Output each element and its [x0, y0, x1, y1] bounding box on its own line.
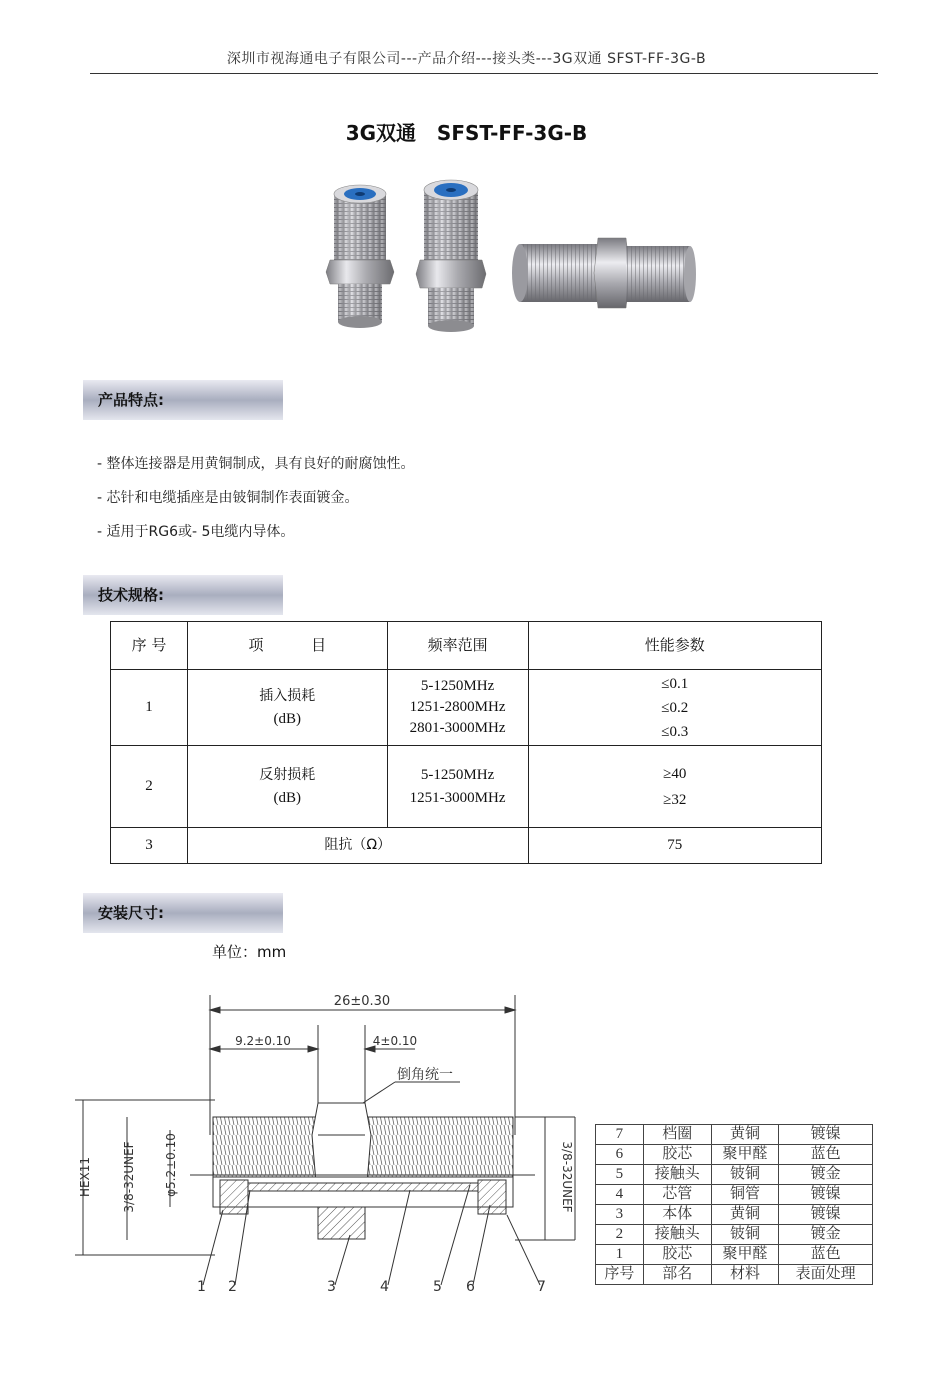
spec-value: ≥40 [663, 765, 687, 782]
spec-freq: 1251-2800MHz [409, 699, 506, 715]
feature-item: - 整体连接器是用黄铜制成，具有良好的耐腐蚀性。 [97, 456, 415, 472]
spec-row-number: 2 [111, 746, 188, 828]
diameter-label: φ5.2±0.10 [164, 1133, 178, 1197]
parts-cell: 铍铜 [711, 1165, 779, 1185]
callout-number: 7 [537, 1279, 546, 1295]
parts-cell: 铜管 [711, 1185, 779, 1205]
parts-table [595, 1124, 873, 1285]
callout-number: 5 [433, 1279, 442, 1295]
parts-cell: 铍铜 [711, 1225, 779, 1245]
callout-number: 3 [327, 1279, 336, 1295]
spec-row-number: 3 [111, 828, 188, 864]
spec-header-cell: 频率范围 [387, 622, 528, 670]
parts-cell: 本体 [643, 1205, 711, 1225]
parts-cell: 部名 [643, 1265, 711, 1285]
product-photo [320, 172, 700, 342]
callout-number: 2 [228, 1279, 237, 1295]
parts-cell: 材料 [711, 1265, 779, 1285]
parts-cell: 接触头 [643, 1225, 711, 1245]
product-title: 3G双通 SFST-FF-3G-B [345, 121, 588, 145]
parts-cell: 6 [596, 1145, 644, 1165]
parts-table-row [596, 1205, 873, 1225]
spec-freq: 2801-3000MHz [409, 720, 506, 736]
header-divider [90, 73, 878, 74]
spec-value-cell [528, 746, 822, 828]
parts-cell: 表面处理 [779, 1265, 873, 1285]
connector-photo-2 [416, 180, 486, 332]
parts-cell: 聚甲醛 [711, 1145, 779, 1165]
spec-value: ≤0.3 [661, 723, 689, 740]
parts-table-header-row [596, 1265, 873, 1285]
parts-table-row [596, 1245, 873, 1265]
parts-cell: 1 [596, 1245, 644, 1265]
feature-item: - 适用于RG6或- 5电缆内导体。 [97, 524, 295, 540]
spec-table-row [111, 828, 822, 864]
spec-item-unit: (dB) [273, 710, 302, 727]
section-title-specs: 技术规格: [98, 586, 164, 604]
callout-number: 6 [466, 1279, 475, 1295]
parts-table-row [596, 1145, 873, 1165]
parts-cell: 黄铜 [711, 1205, 779, 1225]
parts-cell: 黄铜 [711, 1125, 779, 1145]
spec-freq-cell [387, 670, 528, 746]
parts-table-row [596, 1125, 873, 1145]
parts-cell: 档圈 [643, 1125, 711, 1145]
parts-cell: 镀镍 [779, 1125, 873, 1145]
callout-number: 4 [380, 1279, 389, 1295]
feature-item: - 芯针和电缆插座是由铍铜制作表面镀金。 [97, 490, 359, 506]
dim-right-label: 4±0.10 [372, 1034, 418, 1048]
chamfer-note: 倒角统一 [397, 1067, 453, 1083]
spec-header-cell: 序 号 [111, 622, 188, 670]
dim-total-label: 26±0.30 [333, 994, 391, 1009]
section-title-features: 产品特点: [98, 391, 164, 409]
section-header-features [83, 380, 283, 420]
parts-cell: 4 [596, 1185, 644, 1205]
section-header-specs [83, 575, 283, 615]
spec-header-cell: 性能参数 [528, 622, 822, 670]
parts-cell: 7 [596, 1125, 644, 1145]
hex-label: HEX11 [78, 1156, 92, 1198]
spec-table-row [111, 746, 822, 828]
thread-label-right: 3/8-32UNEF [560, 1141, 574, 1213]
spec-freq: 1251-3000MHz [409, 789, 506, 806]
spec-value: ≤0.1 [661, 675, 689, 692]
parts-cell: 镀镍 [779, 1185, 873, 1205]
page-header: 深圳市视海通电子有限公司---产品介绍---接头类---3G双通 SFST-FF-3G-B [226, 51, 707, 67]
parts-cell: 镀金 [779, 1225, 873, 1245]
spec-table [110, 621, 822, 864]
thread-label-left: 3/8-32UNEF [122, 1141, 136, 1213]
spec-freq-cell [387, 746, 528, 828]
section-header-install [83, 893, 283, 933]
unit-label: 单位：mm [212, 943, 287, 961]
connector-photo-1 [326, 185, 394, 328]
spec-item-cell [187, 670, 387, 746]
spec-item-name: 反射损耗 [259, 766, 316, 783]
spec-table-row [111, 670, 822, 746]
parts-cell: 蓝色 [779, 1245, 873, 1265]
parts-cell: 序号 [596, 1265, 644, 1285]
parts-table-row [596, 1225, 873, 1245]
spec-value: ≥32 [663, 791, 687, 808]
spec-item-cell [187, 746, 387, 828]
callout-number: 1 [197, 1279, 206, 1295]
section-title-install: 安装尺寸: [98, 904, 164, 922]
parts-cell: 蓝色 [779, 1145, 873, 1165]
spec-table-header-row [111, 622, 822, 670]
parts-cell: 胶芯 [643, 1245, 711, 1265]
spec-item-unit: (dB) [273, 789, 302, 806]
parts-cell: 5 [596, 1165, 644, 1185]
parts-cell: 镀镍 [779, 1205, 873, 1225]
spec-item-name: 阻抗（Ω） [187, 828, 528, 864]
spec-freq: 5-1250MHz [420, 766, 495, 783]
parts-cell: 3 [596, 1205, 644, 1225]
parts-cell: 2 [596, 1225, 644, 1245]
parts-cell: 接触头 [643, 1165, 711, 1185]
parts-table-row [596, 1185, 873, 1205]
dim-left-label: 9.2±0.10 [235, 1034, 291, 1048]
parts-cell: 芯管 [643, 1185, 711, 1205]
parts-cell: 胶芯 [643, 1145, 711, 1165]
spec-item-name: 插入损耗 [259, 687, 316, 704]
parts-cell: 镀金 [779, 1165, 873, 1185]
spec-value-cell [528, 670, 822, 746]
dimension-drawing [75, 985, 595, 1305]
spec-value: ≤0.2 [661, 699, 689, 716]
connector-photo-3 [512, 238, 696, 308]
spec-freq: 5-1250MHz [420, 678, 495, 694]
spec-value: 75 [528, 828, 822, 864]
spec-header-cell: 项 目 [187, 622, 387, 670]
parts-table-row [596, 1165, 873, 1185]
parts-cell: 聚甲醛 [711, 1245, 779, 1265]
spec-row-number: 1 [111, 670, 188, 746]
